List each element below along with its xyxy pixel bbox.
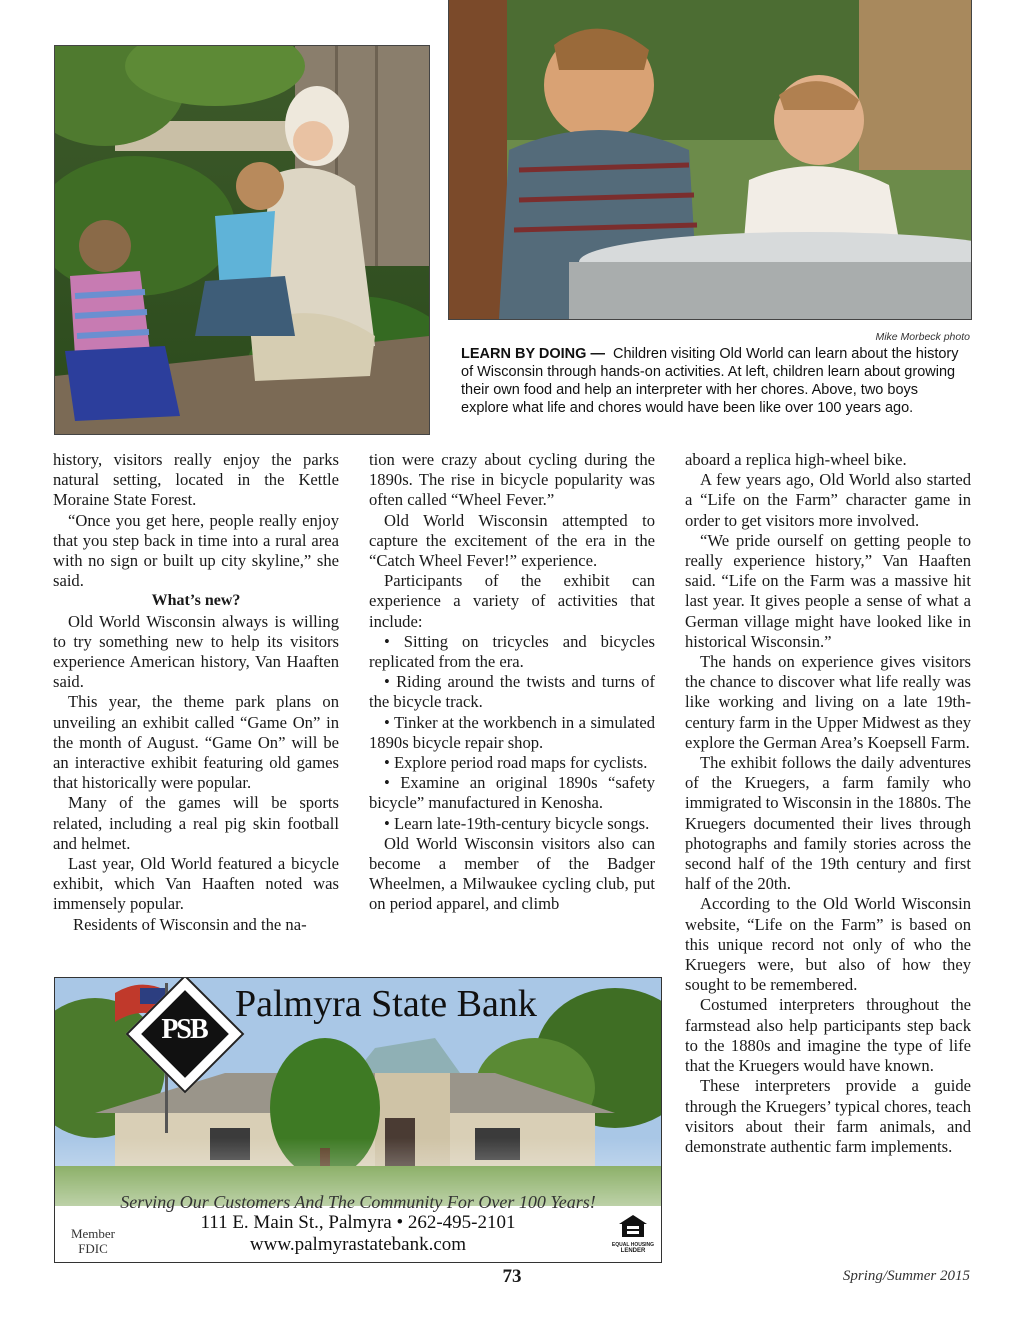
article-paragraph: According to the Old World Wisconsin website, “Life on the Farm” is based on this unique record not only of who the Kruegers were, but also of how they sought to be remembered. bbox=[685, 894, 971, 995]
bank-logo-text: PSB bbox=[161, 1014, 207, 1045]
photo-caption bbox=[461, 345, 960, 417]
article-column-3 bbox=[685, 450, 971, 1157]
fdic-label: FDIC bbox=[78, 1241, 108, 1256]
member-fdic bbox=[63, 1226, 123, 1256]
bullet-item: • Explore period road maps for cyclists. bbox=[384, 753, 648, 773]
bank-name: Palmyra State Bank bbox=[235, 983, 537, 1025]
article-paragraph: The hands on experience gives visitors the chance to discover what life really was like working and living on a late 19th-century farm in the Upper Midwest as they explore the German Area’s Koepsell Farm. bbox=[685, 652, 971, 752]
bank-slogan: Serving Our Customers And The Community For Over 100 Years! bbox=[120, 1192, 596, 1212]
photo-gardening bbox=[54, 45, 430, 435]
equal-housing-icon bbox=[618, 1214, 648, 1238]
article-paragraph: Old World Wisconsin attempted to capture the excitement of the era in the “Catch Wheel Fever!” experience. bbox=[369, 510, 655, 571]
article-paragraph: These interpreters provide a guide through the Kruegers’ typical chores, teach visitors about their farm animals, and demonstrate authentic farm implements. bbox=[685, 1076, 971, 1156]
member-label: Member bbox=[70, 1226, 116, 1241]
page-number: 73 bbox=[502, 1266, 522, 1287]
bank-address: 111 E. Main St., Palmyra • 262-495-2101 bbox=[200, 1212, 516, 1233]
photo-credit: Mike Morbeck photo bbox=[875, 331, 970, 343]
article-paragraph: The exhibit follows the daily adventures of the Kruegers, a farm family who immigrated to Wisconsin in the 1880s. The Kruegers documented their lives through photographs and family stories across the second half of the 19th century and first half of the 20th. bbox=[685, 753, 971, 894]
article-column-1 bbox=[53, 450, 339, 935]
ehl-line-2: LENDER bbox=[620, 1248, 646, 1254]
photo-boys bbox=[448, 0, 972, 320]
bullet-item: • Sitting on tricycles and bicycles replicated from the era. bbox=[369, 631, 655, 672]
article-paragraph: “We pride ourself on getting people to really experience history,” Van Haaften said. “Life on the Farm was a massive hit last year. It gives people a sense of what a German village might have looked like in historical Wisconsin.” bbox=[685, 530, 971, 651]
article-paragraph: “Once you get here, people really enjoy that you step back in time into a rural area with no sign or built up city skyline,” she said. bbox=[53, 510, 339, 591]
bullet-item: • Learn late-19th-century bicycle songs. bbox=[384, 813, 650, 833]
article-paragraph: Residents of Wisconsin and the na- bbox=[73, 914, 307, 934]
ehl-line-1: EQUAL HOUSING bbox=[611, 1242, 655, 1248]
article-column-2 bbox=[369, 450, 655, 915]
article-paragraph: Old World Wisconsin always is willing to try something new to help its visitors experience American history, Van Haaften said. bbox=[53, 611, 339, 692]
article-paragraph: aboard a replica high-wheel bike. bbox=[685, 450, 907, 469]
bank-website[interactable]: www.palmyrastatebank.com bbox=[249, 1234, 467, 1255]
issue-label: Spring/Summer 2015 bbox=[842, 1268, 970, 1284]
article-paragraph: This year, the theme park plans on unveiling an exhibit called “Game On” in the month of August. “Game On” will be an interactive exhibit featuring old games that historically were popular. bbox=[53, 692, 339, 793]
article-paragraph: history, visitors really enjoy the parks natural setting, located in the Kettle Moraine State Forest. bbox=[53, 450, 339, 510]
article-paragraph: Costumed interpreters throughout the farmstead also help participants step back to the 1880s and imagine the type of life that the Kruegers would have known. bbox=[685, 995, 971, 1076]
bullet-item: • Tinker at the workbench in a simulated 1890s bicycle repair shop. bbox=[369, 712, 655, 752]
article-paragraph: Participants of the exhibit can experience a variety of activities that include: bbox=[369, 571, 655, 631]
article-paragraph: A few years ago, Old World also started a “Life on the Farm” character game in order to get visitors more involved. bbox=[685, 470, 971, 530]
bank-advertisement[interactable] bbox=[54, 977, 662, 1263]
equal-housing-lender bbox=[610, 1214, 656, 1255]
boys-photo-image bbox=[449, 0, 971, 319]
section-heading: What’s new? bbox=[151, 592, 241, 610]
bullet-item: • Examine an original 1890s “safety bicycle” manufactured in Kenosha. bbox=[369, 773, 655, 813]
caption-lead: LEARN BY DOING — bbox=[461, 346, 605, 362]
caption-text: Children visiting Old World can learn about the history of Wisconsin through hands-on activities. At left, children learn about growing their own food and help an interpreter with her chores. Above, two boys explore what life and chores would have been like over 100 years ago. bbox=[461, 346, 959, 416]
article-paragraph: tion were crazy about cycling during the 1890s. The rise in bicycle popularity was often called “Wheel Fever.” bbox=[369, 450, 655, 510]
article-paragraph: Last year, Old World featured a bicycle exhibit, which Van Haaften noted was immensely popular. bbox=[53, 854, 339, 914]
article-paragraph: Old World Wisconsin visitors also can become a member of the Badger Wheelmen, a Milwaukee cycling club, put on period apparel, and climb bbox=[369, 833, 655, 914]
bullet-item: • Riding around the twists and turns of the bicycle track. bbox=[369, 672, 655, 712]
gardening-photo-image bbox=[55, 46, 429, 434]
article-paragraph: Many of the games will be sports related, including a real pig skin football and helmet. bbox=[53, 793, 339, 853]
